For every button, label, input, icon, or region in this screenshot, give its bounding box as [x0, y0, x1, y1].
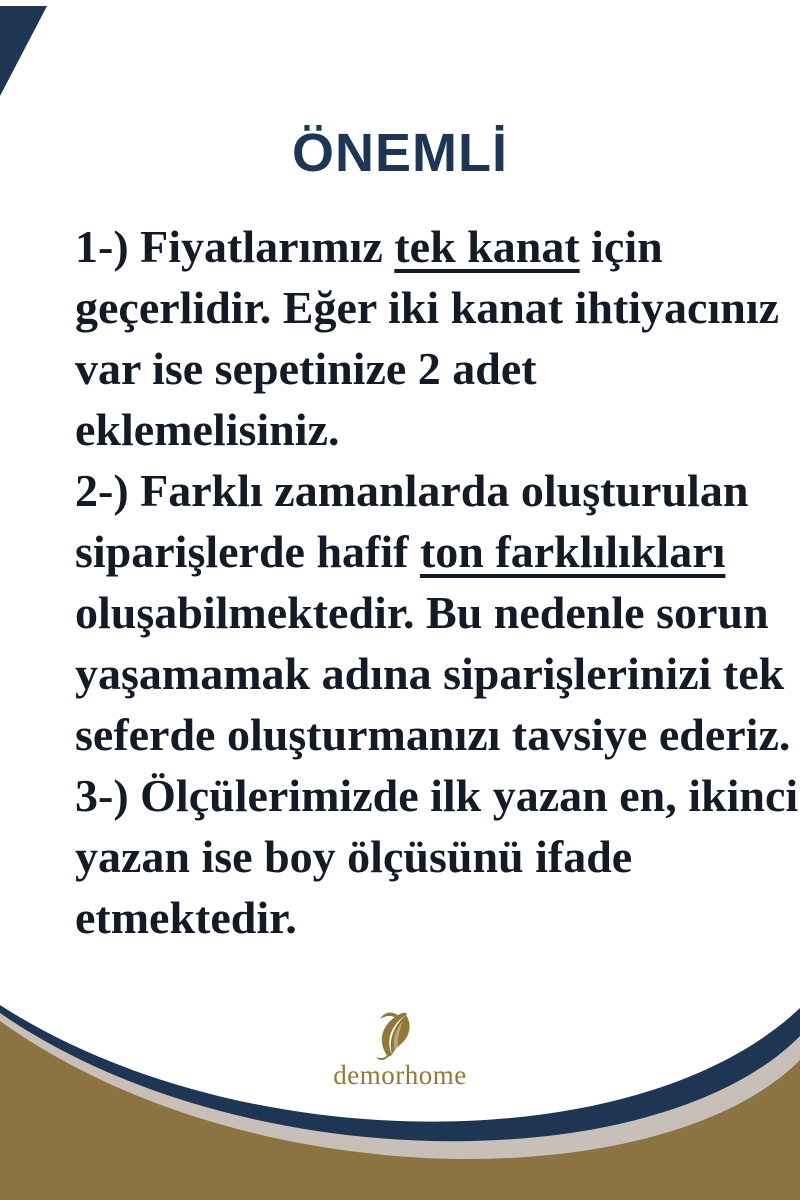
text-line-10 [75, 765, 799, 826]
text-line-3 [75, 338, 775, 399]
underlined-phrase: ton farklılıkları [419, 526, 726, 577]
text-line-1 [75, 216, 775, 277]
flourish-flame-icon [376, 1012, 410, 1060]
text-segment: geçerlidir. Eğer iki kanat ihtiyacınız [75, 282, 780, 333]
text-line-8 [75, 643, 785, 704]
text-line-11 [75, 826, 775, 887]
text-segment: etmektedir. [75, 892, 297, 943]
corner-triangle [0, 6, 47, 96]
text-line-4 [75, 399, 775, 460]
text-segment: eklemelisiniz. [75, 404, 340, 455]
text-line-5 [75, 460, 775, 521]
brand-wordmark: demorhome [333, 1060, 467, 1090]
text-line-6 [75, 521, 775, 582]
text-line-7 [75, 582, 775, 643]
text-segment: seferde oluşturmanızı tavsiye ederiz. [75, 709, 791, 760]
text-segment: oluşabilmektedir. Bu nedenle sorun [75, 587, 769, 638]
text-line-9 [75, 704, 791, 765]
page-title: ÖNEMLİ [292, 123, 508, 183]
text-segment: 2-) Farklı zamanlarda oluşturulan [75, 465, 749, 516]
underlined-phrase: tek kanat [394, 221, 580, 272]
text-segment: 3-) Ölçülerimizde ilk yazan en, ikinci [75, 770, 799, 821]
text-segment: yaşamamak adına siparişlerinizi tek [75, 648, 785, 699]
text-segment: siparişlerde hafif [75, 526, 420, 577]
text-segment: yazan ise boy ölçüsünü ifade [75, 831, 633, 882]
text-segment: 1-) Fiyatlarımız [75, 221, 395, 272]
text-line-12 [75, 887, 775, 948]
text-line-2 [75, 277, 780, 338]
text-segment: var ise sepetinize 2 adet [75, 343, 537, 394]
notice-text [75, 216, 799, 948]
text-segment: için [579, 221, 663, 272]
